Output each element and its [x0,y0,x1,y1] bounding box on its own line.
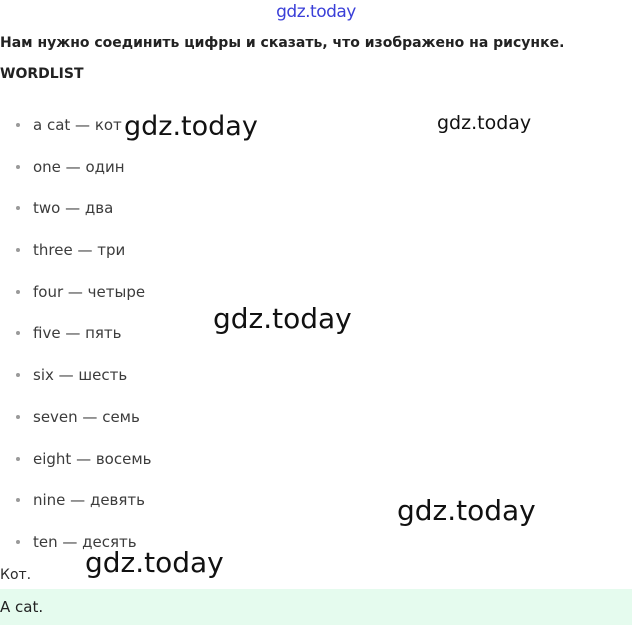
bullet-icon [16,498,20,502]
word-list-item [0,450,152,492]
bullet-icon [16,457,20,461]
word-list-item [0,199,152,241]
word-pair: a cat — кот [33,116,122,134]
wordlist-heading: WORDLIST [0,66,84,82]
word-list-item [0,241,152,283]
word-pair: eight — восемь [33,449,152,468]
word-pair: seven — семь [33,407,140,426]
watermark: gdz.today [437,112,532,134]
watermark: gdz.today [124,111,258,142]
bullet-icon [16,123,20,127]
word-pair: six — шесть [33,366,128,385]
bullet-icon [16,290,20,294]
bullet-icon [16,415,20,419]
word-pair: two — два [33,199,114,218]
bullet-icon [16,540,20,544]
answer-box [0,589,632,625]
word-pair: one — один [33,157,125,176]
site-logo[interactable]: gdz.today [276,2,356,22]
word-pair: four — четыре [33,282,146,301]
word-list-item [0,408,152,450]
answer-text: A cat. [0,598,44,616]
watermark: gdz.today [85,546,224,579]
watermark: gdz.today [397,494,536,527]
task-instruction: Нам нужно соединить цифры и сказать, что изображено на рисунке. [0,35,565,51]
bullet-icon [16,331,20,335]
bullet-icon [16,165,20,169]
word-pair: three — три [33,241,126,260]
bullet-icon [16,248,20,252]
word-list-item [0,324,152,366]
answer-label: Кот. [0,567,32,583]
word-list-item [0,158,152,200]
word-pair: nine — девять [33,491,145,510]
word-list [0,116,152,575]
word-pair: five — пять [33,324,122,343]
watermark: gdz.today [213,302,352,335]
bullet-icon [16,373,20,377]
word-list-item [0,283,152,325]
word-pair: ten — десять [33,532,137,551]
word-list-item [0,491,152,533]
word-list-item [0,366,152,408]
bullet-icon [16,206,20,210]
